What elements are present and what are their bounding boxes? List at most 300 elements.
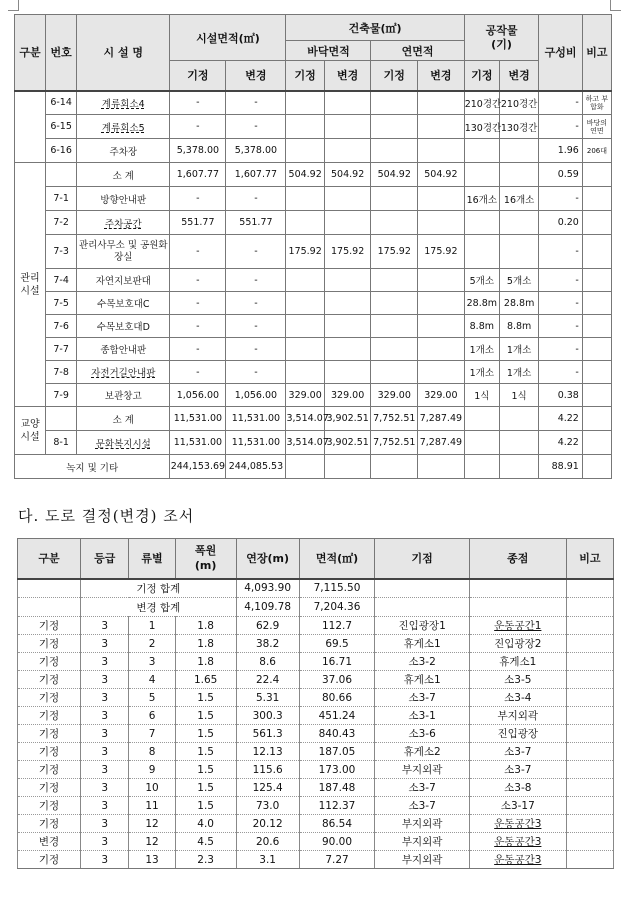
table-row <box>15 235 612 269</box>
cell-area: 173.00 <box>299 761 375 779</box>
cell-origin: 소3-7 <box>375 797 470 815</box>
cell-empty <box>371 455 418 479</box>
cell-structure-existing: 210경간 <box>464 91 499 115</box>
cell-area-changed: 11,531.00 <box>226 407 286 431</box>
road-decision-table <box>17 538 614 869</box>
cell-total-changed <box>418 91 465 115</box>
cell-area: 187.48 <box>299 779 375 797</box>
cell-remark <box>582 292 611 315</box>
cell-type: 7 <box>129 725 175 743</box>
table-row <box>15 384 612 407</box>
cell-area-existing: - <box>170 115 226 139</box>
section-title: 다. 도로 결정(변경) 조서 <box>18 507 195 525</box>
cell-structure-existing <box>464 163 499 187</box>
header-building: 건축물(㎡) <box>286 15 464 41</box>
cell-grade: 3 <box>81 797 129 815</box>
cell-end: 진입광장 <box>469 725 566 743</box>
header-end: 종점 <box>469 539 566 579</box>
total-existing-row <box>18 579 614 598</box>
cell-remark <box>582 211 611 235</box>
cell-area-changed: 551.77 <box>226 211 286 235</box>
cell-structure-existing: 1개소 <box>464 361 499 384</box>
cell-area-existing: - <box>170 91 226 115</box>
cell-remark <box>566 725 613 743</box>
cell-remark <box>566 761 613 779</box>
row-number: 7-2 <box>46 211 77 235</box>
cell-ratio: 0.38 <box>539 384 583 407</box>
cell-total-existing <box>371 139 418 163</box>
cell-area-existing: 5,378.00 <box>170 139 226 163</box>
row-name: 자연지보판대 <box>77 269 170 292</box>
cell-origin: 휴게소2 <box>375 743 470 761</box>
cell-ratio: - <box>539 292 583 315</box>
cell-total-existing: 504.92 <box>371 163 418 187</box>
cell-floor-changed: 504.92 <box>324 163 371 187</box>
cell-category: 기정 <box>18 815 81 833</box>
cell-category: 기정 <box>18 761 81 779</box>
cell-empty <box>375 579 470 598</box>
cell-remark <box>582 235 611 269</box>
cell-type: 3 <box>129 653 175 671</box>
cell-total-existing <box>371 91 418 115</box>
cell-structure-existing: 16개소 <box>464 187 499 211</box>
cell-category: 기정 <box>18 851 81 869</box>
cell-grade: 3 <box>81 635 129 653</box>
cell-remark: 하고 부합화 <box>582 91 611 115</box>
cell-type: 12 <box>129 833 175 851</box>
cell-area: 840.43 <box>299 725 375 743</box>
cell-grade: 3 <box>81 671 129 689</box>
cell-area-changed: - <box>226 338 286 361</box>
cell-area-changed: - <box>226 115 286 139</box>
cell-structure-existing: 5개소 <box>464 269 499 292</box>
cell-empty <box>582 455 611 479</box>
cell-ratio: 0.20 <box>539 211 583 235</box>
row-name: 방향안내판 <box>77 187 170 211</box>
cell-structure-changed: 1식 <box>499 384 538 407</box>
cell-floor-changed <box>324 361 371 384</box>
table-row <box>18 653 614 671</box>
cell-remark: 바당의 연면 <box>582 115 611 139</box>
cell-remark <box>566 671 613 689</box>
cell-length: 125.4 <box>236 779 299 797</box>
header-changed: 변경 <box>499 61 538 91</box>
cell-structure-changed: 1개소 <box>499 361 538 384</box>
cell-area-existing: - <box>170 269 226 292</box>
table-row <box>18 617 614 635</box>
row-number: 7-1 <box>46 187 77 211</box>
row-number: 7-8 <box>46 361 77 384</box>
header-changed: 변경 <box>324 61 371 91</box>
table-row <box>18 833 614 851</box>
header-changed: 변경 <box>226 61 286 91</box>
cell-structure-existing: 28.8m <box>464 292 499 315</box>
table-row <box>18 707 614 725</box>
cell-floor-existing: 175.92 <box>286 235 324 269</box>
cell-type: 12 <box>129 815 175 833</box>
cell-structure-changed: 8.8m <box>499 315 538 338</box>
cell-empty <box>286 455 324 479</box>
row-name: 수목보호대D <box>77 315 170 338</box>
cell-structure-existing: 1개소 <box>464 338 499 361</box>
cell-grade: 3 <box>81 815 129 833</box>
total-existing-label: 기정 합계 <box>81 579 237 598</box>
table-row <box>15 361 612 384</box>
cell-floor-changed <box>324 187 371 211</box>
table-row <box>18 635 614 653</box>
cell-length: 8.6 <box>236 653 299 671</box>
row-name: 소 계 <box>77 163 170 187</box>
cell-floor-existing <box>286 315 324 338</box>
cell-origin: 부지외곽 <box>375 833 470 851</box>
table-row <box>15 211 612 235</box>
cell-remark <box>566 815 613 833</box>
cell-end <box>469 833 566 851</box>
header-total-floor-area: 연면적 <box>371 41 464 61</box>
cell-area: 69.5 <box>299 635 375 653</box>
cell-total-existing: 329.00 <box>371 384 418 407</box>
header-length: 연장(m) <box>236 539 299 579</box>
cell-floor-changed <box>324 211 371 235</box>
cell-structure-changed <box>499 407 538 431</box>
cell-area: 90.00 <box>299 833 375 851</box>
cell-floor-changed <box>324 91 371 115</box>
cell-structure-existing: 1식 <box>464 384 499 407</box>
cell-length: 73.0 <box>236 797 299 815</box>
cell-ratio: 4.22 <box>539 407 583 431</box>
cell-total-changed <box>418 292 465 315</box>
cell-floor-changed: 329.00 <box>324 384 371 407</box>
header-area: 면적(㎡) <box>299 539 375 579</box>
cell-end: 소3-17 <box>469 797 566 815</box>
total-changed-area: 7,204.36 <box>299 598 375 617</box>
row-name: 관리사무소 및 공원화장실 <box>77 235 170 269</box>
row-name-text: 주차공간 <box>104 218 142 230</box>
cell-ratio: 4.22 <box>539 431 583 455</box>
cell-structure-existing <box>464 407 499 431</box>
cell-width: 1.5 <box>175 689 236 707</box>
cell-length: 300.3 <box>236 707 299 725</box>
cell-floor-changed <box>324 269 371 292</box>
cell-total-changed <box>418 269 465 292</box>
cell-grade: 3 <box>81 617 129 635</box>
cell-category: 기정 <box>18 725 81 743</box>
header-width-label: 폭원 <box>195 544 217 558</box>
cell-remark <box>582 431 611 455</box>
cell-area-existing: - <box>170 292 226 315</box>
cell-floor-existing <box>286 361 324 384</box>
table-row <box>18 815 614 833</box>
cell-structure-existing <box>464 235 499 269</box>
cell-area: 187.05 <box>299 743 375 761</box>
cell-total-existing: 175.92 <box>371 235 418 269</box>
cell-structure-changed <box>499 139 538 163</box>
cell-area-existing: 551.77 <box>170 211 226 235</box>
row-number <box>46 163 77 187</box>
cell-remark <box>582 187 611 211</box>
cell-floor-existing <box>286 292 324 315</box>
cell-ratio: - <box>539 361 583 384</box>
page-corner-mark-left <box>8 0 19 11</box>
row-name: 소 계 <box>77 407 170 431</box>
cell-category: 변경 <box>18 833 81 851</box>
group-label-education: 교양 시설 <box>15 407 46 455</box>
cell-floor-existing <box>286 115 324 139</box>
cell-end <box>469 851 566 869</box>
cell-ratio: - <box>539 187 583 211</box>
cell-width: 4.5 <box>175 833 236 851</box>
cell-total-changed <box>418 187 465 211</box>
cell-area-changed: 244,085.53 <box>226 455 286 479</box>
table-row <box>15 431 612 455</box>
row-name-text: 계류회소5 <box>101 122 145 134</box>
cell-type: 13 <box>129 851 175 869</box>
cell-area: 80.66 <box>299 689 375 707</box>
cell-area-changed: - <box>226 269 286 292</box>
cell-grade: 3 <box>81 689 129 707</box>
cell-area: 112.37 <box>299 797 375 815</box>
cell-grade: 3 <box>81 707 129 725</box>
table-row <box>15 139 612 163</box>
cell-type: 6 <box>129 707 175 725</box>
cell-remark <box>566 797 613 815</box>
cell-width: 1.5 <box>175 761 236 779</box>
cell-length: 38.2 <box>236 635 299 653</box>
cell-floor-existing: 504.92 <box>286 163 324 187</box>
cell-width: 2.3 <box>175 851 236 869</box>
header-ratio: 구성비 <box>539 15 583 91</box>
table-row <box>18 779 614 797</box>
cell-category: 기정 <box>18 671 81 689</box>
header-structures-unit: (기) <box>491 37 512 51</box>
cell-origin: 부지외곽 <box>375 815 470 833</box>
cell-origin: 소3-7 <box>375 779 470 797</box>
cell-area-changed: 1,056.00 <box>226 384 286 407</box>
cell-area-changed: 1,607.77 <box>226 163 286 187</box>
cell-floor-changed: 3,902.51 <box>324 431 371 455</box>
cell-length: 12.13 <box>236 743 299 761</box>
cell-grade: 3 <box>81 761 129 779</box>
cell-structure-existing: 8.8m <box>464 315 499 338</box>
table-row <box>18 797 614 815</box>
cell-empty <box>469 598 566 617</box>
cell-width: 1.5 <box>175 725 236 743</box>
cell-total-existing <box>371 115 418 139</box>
row-number: 7-3 <box>46 235 77 269</box>
cell-end: 진입광장2 <box>469 635 566 653</box>
cell-area-changed: - <box>226 292 286 315</box>
cell-remark <box>566 707 613 725</box>
cell-grade: 3 <box>81 653 129 671</box>
header-category: 구분 <box>15 15 46 91</box>
table-row <box>15 338 612 361</box>
cell-length: 62.9 <box>236 617 299 635</box>
cell-area-changed: - <box>226 361 286 384</box>
table-row <box>18 743 614 761</box>
header-existing: 기정 <box>464 61 499 91</box>
cell-length: 20.12 <box>236 815 299 833</box>
cell-grade: 3 <box>81 851 129 869</box>
row-name-text: 자전거길안내판 <box>91 368 156 379</box>
cell-area: 16.71 <box>299 653 375 671</box>
row-number: 6-15 <box>46 115 77 139</box>
cell-length: 3.1 <box>236 851 299 869</box>
cell-ratio: - <box>539 315 583 338</box>
cell-area-changed: - <box>226 187 286 211</box>
row-number: 7-4 <box>46 269 77 292</box>
cell-origin: 휴게소1 <box>375 671 470 689</box>
cell-area-existing: 11,531.00 <box>170 407 226 431</box>
cell-origin: 진입광장1 <box>375 617 470 635</box>
cell-remark <box>566 635 613 653</box>
row-number: 7-5 <box>46 292 77 315</box>
cell-category: 기정 <box>18 653 81 671</box>
cell-end-text: 운동공간1 <box>494 620 542 632</box>
row-name: 보관창고 <box>77 384 170 407</box>
cell-empty <box>469 579 566 598</box>
cell-end <box>469 617 566 635</box>
cell-total-changed: 329.00 <box>418 384 465 407</box>
cell-area-existing: - <box>170 361 226 384</box>
cell-width: 1.5 <box>175 743 236 761</box>
total-changed-label: 변경 합계 <box>81 598 237 617</box>
cell-total-changed: 7,287.49 <box>418 407 465 431</box>
cell-width: 1.5 <box>175 707 236 725</box>
cell-area-changed: - <box>226 91 286 115</box>
header-floor-area: 바닥면적 <box>286 41 371 61</box>
cell-empty <box>324 455 371 479</box>
cell-empty <box>464 455 499 479</box>
row-name: 종합안내판 <box>77 338 170 361</box>
cell-structure-changed: 16개소 <box>499 187 538 211</box>
cell-origin: 부지외곽 <box>375 761 470 779</box>
header-existing: 기정 <box>170 61 226 91</box>
cell-total-existing <box>371 211 418 235</box>
cell-remark <box>582 407 611 431</box>
cell-total-changed: 504.92 <box>418 163 465 187</box>
cell-area: 112.7 <box>299 617 375 635</box>
cell-width: 1.8 <box>175 635 236 653</box>
cell-structure-changed: 5개소 <box>499 269 538 292</box>
cell-area-existing: - <box>170 315 226 338</box>
cell-category: 기정 <box>18 635 81 653</box>
header-type: 류별 <box>129 539 175 579</box>
cell-floor-changed <box>324 338 371 361</box>
cell-structure-changed: 130경간 <box>499 115 538 139</box>
cell-structure-changed <box>499 431 538 455</box>
cell-end: 소3-8 <box>469 779 566 797</box>
cell-total-existing <box>371 315 418 338</box>
cell-empty <box>566 579 613 598</box>
table-row <box>18 761 614 779</box>
cell-end: 소3-7 <box>469 743 566 761</box>
cell-grade: 3 <box>81 725 129 743</box>
cell-remark <box>582 384 611 407</box>
cell-origin: 소3-7 <box>375 689 470 707</box>
table-row <box>15 269 612 292</box>
cell-width: 1.8 <box>175 653 236 671</box>
cell-area: 86.54 <box>299 815 375 833</box>
row-number: 7-9 <box>46 384 77 407</box>
cell-total-existing: 7,752.51 <box>371 407 418 431</box>
row-name-text: 계류회소4 <box>101 98 145 110</box>
cell-ratio: - <box>539 338 583 361</box>
row-name <box>77 361 170 384</box>
cell-area: 451.24 <box>299 707 375 725</box>
total-existing-length: 4,093.90 <box>236 579 299 598</box>
cell-structure-existing <box>464 431 499 455</box>
cell-remark: 206대 <box>582 139 611 163</box>
row-number: 8-1 <box>46 431 77 455</box>
cell-type: 1 <box>129 617 175 635</box>
cell-floor-changed <box>324 315 371 338</box>
cell-total-changed <box>418 115 465 139</box>
cell-ratio: - <box>539 269 583 292</box>
cell-total-changed <box>418 361 465 384</box>
cell-ratio: 1.96 <box>539 139 583 163</box>
header-number: 번호 <box>46 15 77 91</box>
cell-remark <box>566 833 613 851</box>
cell-structure-changed: 210경간 <box>499 91 538 115</box>
cell-floor-changed <box>324 292 371 315</box>
cell-total-existing <box>371 269 418 292</box>
cell-end-text: 운동공간3 <box>494 836 542 848</box>
table-row <box>15 163 612 187</box>
cell-width: 4.0 <box>175 815 236 833</box>
cell-ratio: - <box>539 235 583 269</box>
cell-structure-existing <box>464 139 499 163</box>
cell-end: 소3-4 <box>469 689 566 707</box>
cell-origin: 휴게소1 <box>375 635 470 653</box>
cell-structure-existing <box>464 211 499 235</box>
cell-total-existing <box>371 187 418 211</box>
cell-floor-existing: 3,514.07 <box>286 407 324 431</box>
table-row <box>15 292 612 315</box>
page-corner-mark-right <box>610 0 621 11</box>
cell-empty <box>18 598 81 617</box>
cell-category: 기정 <box>18 689 81 707</box>
cell-end: 소3-7 <box>469 761 566 779</box>
cell-area-changed: - <box>226 315 286 338</box>
cell-empty <box>418 455 465 479</box>
cell-width: 1.5 <box>175 797 236 815</box>
header-remarks: 비고 <box>582 15 611 91</box>
cell-floor-existing <box>286 139 324 163</box>
cell-floor-changed <box>324 115 371 139</box>
cell-floor-existing <box>286 211 324 235</box>
cell-floor-changed: 3,902.51 <box>324 407 371 431</box>
table-row <box>15 91 612 115</box>
cell-area-existing: 11,531.00 <box>170 431 226 455</box>
cell-width: 1.5 <box>175 779 236 797</box>
cell-structure-changed <box>499 235 538 269</box>
cell-area-existing: 1,056.00 <box>170 384 226 407</box>
row-name: 주차장 <box>77 139 170 163</box>
cell-floor-existing: 329.00 <box>286 384 324 407</box>
category-cell <box>15 91 46 163</box>
header-facility-name: 시 설 명 <box>77 15 170 91</box>
table-row-green <box>15 455 612 479</box>
cell-remark <box>566 779 613 797</box>
cell-total-changed <box>418 211 465 235</box>
cell-area-existing: - <box>170 338 226 361</box>
cell-ratio: 88.91 <box>539 455 583 479</box>
cell-end: 부지외곽 <box>469 707 566 725</box>
cell-end: 소3-5 <box>469 671 566 689</box>
table-row <box>18 689 614 707</box>
header-origin: 기점 <box>375 539 470 579</box>
table-row <box>15 187 612 211</box>
